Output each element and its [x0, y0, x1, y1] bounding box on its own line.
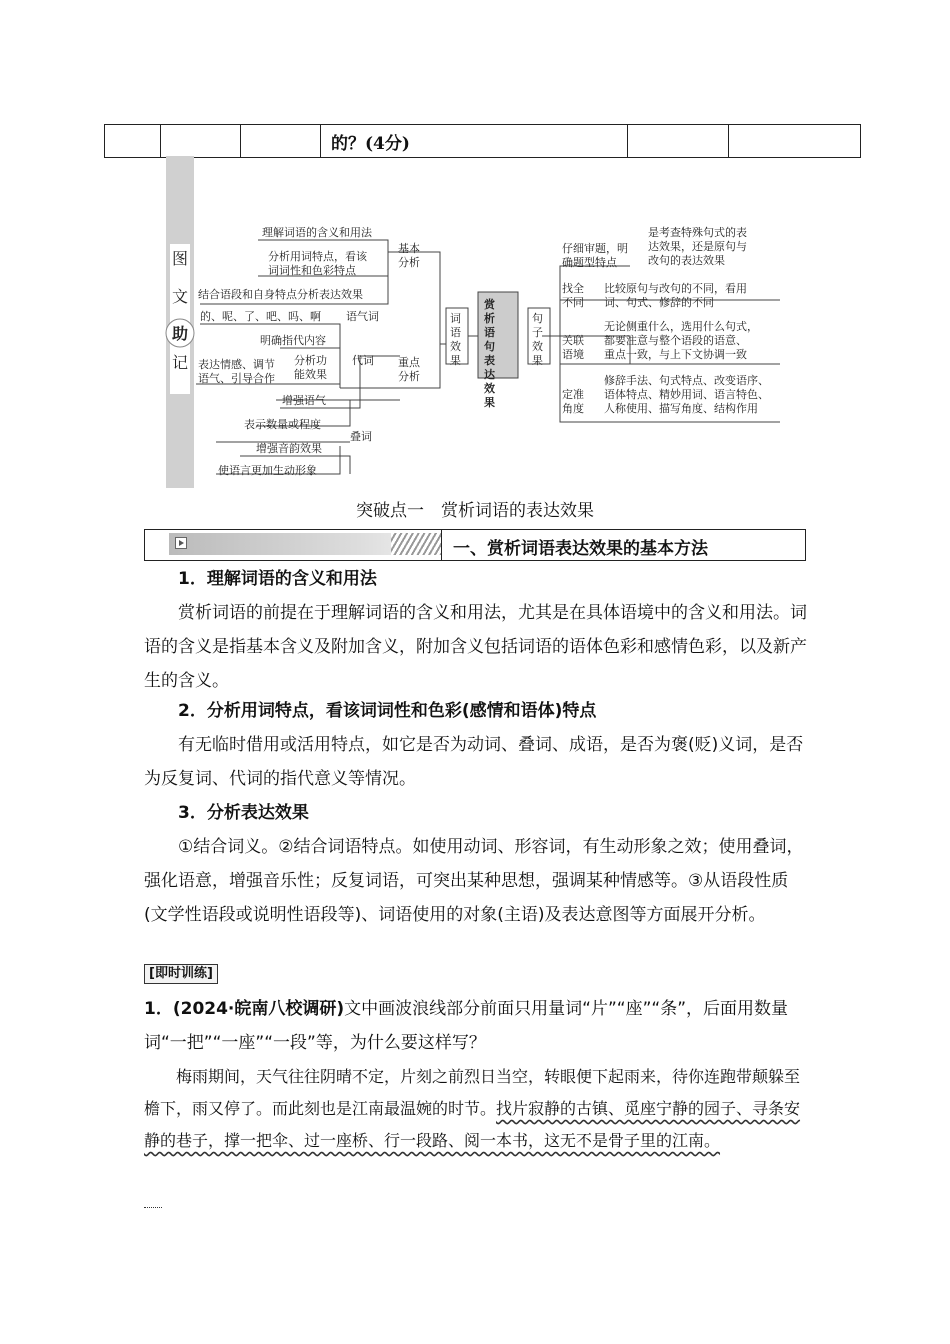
table-cell: [241, 125, 321, 158]
pronoun-title: 代词: [352, 354, 374, 367]
heading-3: 3．分析表达效果: [178, 803, 309, 823]
dotted-mark: [144, 1207, 162, 1208]
pronoun-effects: 表达情感、调节语气、引导合作: [198, 358, 275, 385]
tone-words: 的、呢、了、吧、吗、啊: [200, 310, 321, 323]
passage-wavy-text: 找片寂静的古镇、觅座宁静的园子、寻条安静的巷子，撑一把伞、过一座桥、行一段路、阅一本书，这无不是骨子里的江南。: [144, 1099, 801, 1150]
basic-item: 分析用词特点，看该词词性和色彩特点: [268, 250, 367, 277]
basic-group: 基本分析: [398, 242, 420, 269]
passage-text: 梅雨期间，天气往往阴晴不定，片刻之前烈日当空，转眼便下起雨来，待你连跑带颠躲至檐下，雨又停了。而此刻也是江南最温婉的时节。: [144, 1067, 801, 1118]
right-value: 修辞手法、句式特点、改变语序、语体特点、精妙用词、语言特色、人称使用、描写角度、结构作用: [604, 374, 769, 415]
pronoun-item: 分析功能效果: [294, 354, 327, 381]
method-heading-box: [144, 529, 806, 561]
basic-item: 结合语段和自身特点分析表达效果: [198, 288, 363, 301]
heading-banner: [169, 533, 441, 555]
table-cell: [161, 125, 241, 158]
redup-title: 叠词: [350, 430, 372, 443]
table-cell: [105, 125, 161, 158]
sentence-effect: 句子效果: [532, 312, 543, 367]
side-label-char: 记: [171, 353, 189, 372]
focus-group: 重点分析: [398, 356, 420, 383]
table-cell: [628, 125, 729, 158]
center-node: 赏析语句表达效果: [484, 298, 495, 409]
word-effect: 词语效果: [450, 312, 461, 367]
redup-item: 使语言更加生动形象: [218, 464, 317, 477]
play-icon: [175, 537, 187, 549]
stripe-decoration: [391, 533, 441, 555]
right-value: 是考查特殊句式的表达效果，还是原句与改句的表达效果: [648, 226, 747, 267]
paragraph-1: 赏析词语的前提在于理解词语的含义和用法，尤其是在具体语境中的含义和用法。词语的含义是指基本含义及附加含义，附加含义包括词语的语体色彩和感情色彩，以及新产生的含义。: [144, 603, 807, 691]
heading-1: 1．理解词语的含义和用法: [178, 569, 377, 589]
paragraph-2: 有无临时借用或活用特点，如它是否为动词、叠词、成语，是否为褒(贬)义词，是否为反复词、代词的指代意义等情况。: [144, 735, 804, 789]
divider: [441, 530, 442, 560]
right-key: 定准角度: [562, 388, 584, 415]
right-key: 关联语境: [562, 334, 584, 361]
section-title: 突破点一 赏析词语的表达效果: [356, 501, 594, 521]
table-cell: [729, 125, 861, 158]
redup-item: 增强语气: [282, 394, 326, 407]
side-label-char: 图: [171, 249, 189, 268]
practice-tag: [即时训练]: [144, 964, 218, 984]
question-source: (2024·皖南八校调研): [172, 999, 345, 1019]
redup-item: 表示数量或程度: [244, 418, 321, 431]
mind-map-diagram: [160, 156, 800, 488]
method-heading: 一、赏析词语表达效果的基本方法: [453, 539, 708, 559]
question: [144, 992, 810, 1060]
pronoun-item: 明确指代内容: [260, 334, 326, 347]
question-table-row: [104, 124, 861, 158]
table-cell-question: 的？(4分): [321, 125, 628, 158]
side-label-char: 助: [171, 324, 189, 343]
right-key: 仔细审题，明确题型特点: [562, 242, 628, 269]
side-label-char: 文: [171, 287, 189, 306]
paragraph-3: ①结合词义。②结合词语特点。如使用动词、形容词，有生动形象之效；使用叠词，强化语意，增强音乐性；反复词语，可突出某种思想，强调某种情感等。③从语段性质(文学性语段或说明性语段等)、词语使用的对象(主语)及表达意图等方面展开分析。: [144, 837, 804, 925]
basic-item: 理解词语的含义和用法: [262, 226, 372, 239]
redup-item: 增强音韵效果: [256, 442, 322, 455]
right-value: 比较原句与改句的不同，看用词、句式、修辞的不同: [604, 282, 747, 309]
right-key: 找全不同: [562, 282, 584, 309]
passage: [144, 1061, 810, 1157]
tone-title: 语气词: [346, 310, 379, 323]
right-value: 无论侧重什么，选用什么句式，都要注意与整个语段的语意、重点一致，与上下文协调一致: [604, 320, 758, 361]
question-text: 文中画波浪线部分前面只用量词“片”“座”“条”，后面用数量词“一把”“一座”“一段”等，为什么要这样写？: [144, 999, 788, 1053]
heading-2: 2．分析用词特点，看该词词性和色彩(感情和语体)特点: [178, 701, 597, 721]
question-number: 1．: [144, 999, 173, 1019]
